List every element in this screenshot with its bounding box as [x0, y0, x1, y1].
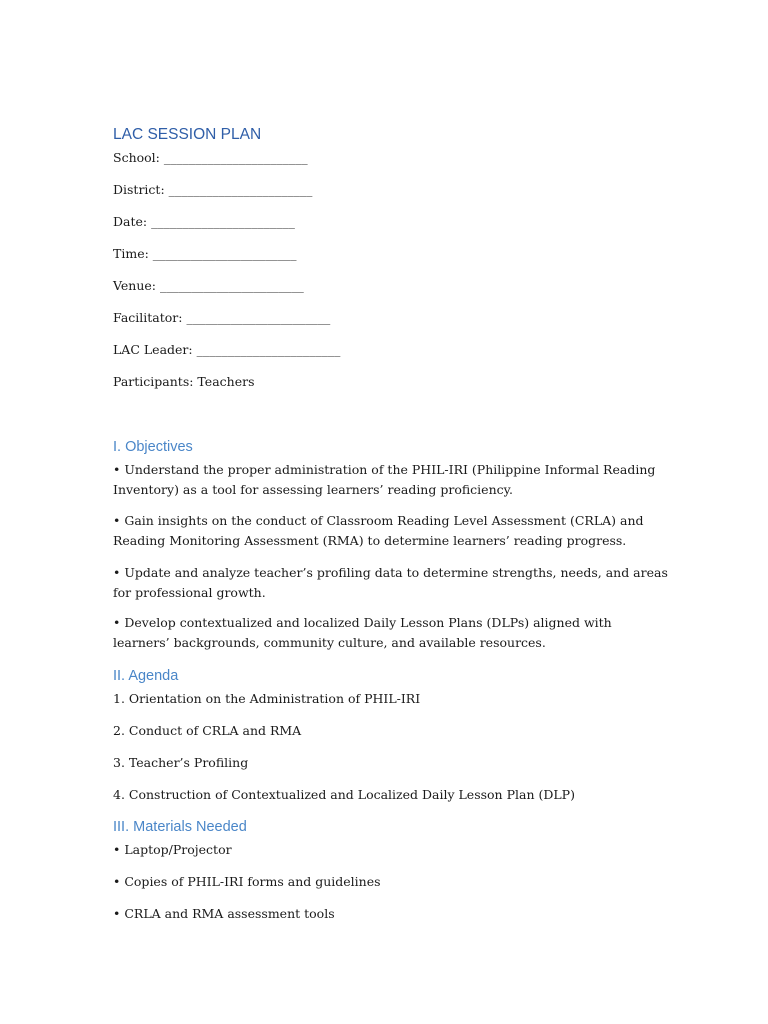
objective-item: • Gain insights on the conduct of Classroom Reading Level Assessment (CRLA) and Reading Monitoring Assessment (RMA) to determine learners’ reading progress.	[113, 513, 644, 548]
participants-field: Participants: Teachers	[113, 374, 255, 389]
time-field: Time: _______________________	[113, 246, 297, 261]
district-field: District: _______________________	[113, 182, 313, 197]
materials-item: • Copies of PHIL-IRI forms and guidelines	[113, 874, 381, 889]
materials-item: • Laptop/Projector	[113, 842, 232, 857]
agenda-item: 1. Orientation on the Administration of PHIL-IRI	[113, 691, 421, 706]
agenda-item: 3. Teacher’s Profiling	[113, 755, 249, 770]
date-field: Date: _______________________	[113, 214, 295, 229]
facilitator-field: Facilitator: _______________________	[113, 310, 331, 325]
materials-item: • CRLA and RMA assessment tools	[113, 906, 335, 921]
agenda-heading: II. Agenda	[113, 668, 179, 684]
venue-field: Venue: _______________________	[113, 278, 304, 293]
agenda-item: 2. Conduct of CRLA and RMA	[113, 723, 302, 738]
objective-item: • Update and analyze teacher’s profiling data to determine strengths, needs, and areas for professional growth.	[113, 565, 668, 600]
objectives-heading: I. Objectives	[113, 439, 193, 455]
materials-heading: III. Materials Needed	[113, 819, 247, 835]
objective-item: • Understand the proper administration of the PHIL-IRI (Philippine Informal Reading Inventory) as a tool for assessing learners’ reading proficiency.	[113, 462, 656, 497]
school-field: School: _______________________	[113, 150, 308, 165]
document-title: LAC SESSION PLAN	[113, 126, 262, 143]
lac-leader-field: LAC Leader: _______________________	[113, 342, 341, 357]
agenda-item: 4. Construction of Contextualized and Localized Daily Lesson Plan (DLP)	[113, 787, 575, 802]
objective-item: • Develop contextualized and localized Daily Lesson Plans (DLPs) aligned with learners’ backgrounds, community culture, and available resources.	[113, 615, 612, 650]
